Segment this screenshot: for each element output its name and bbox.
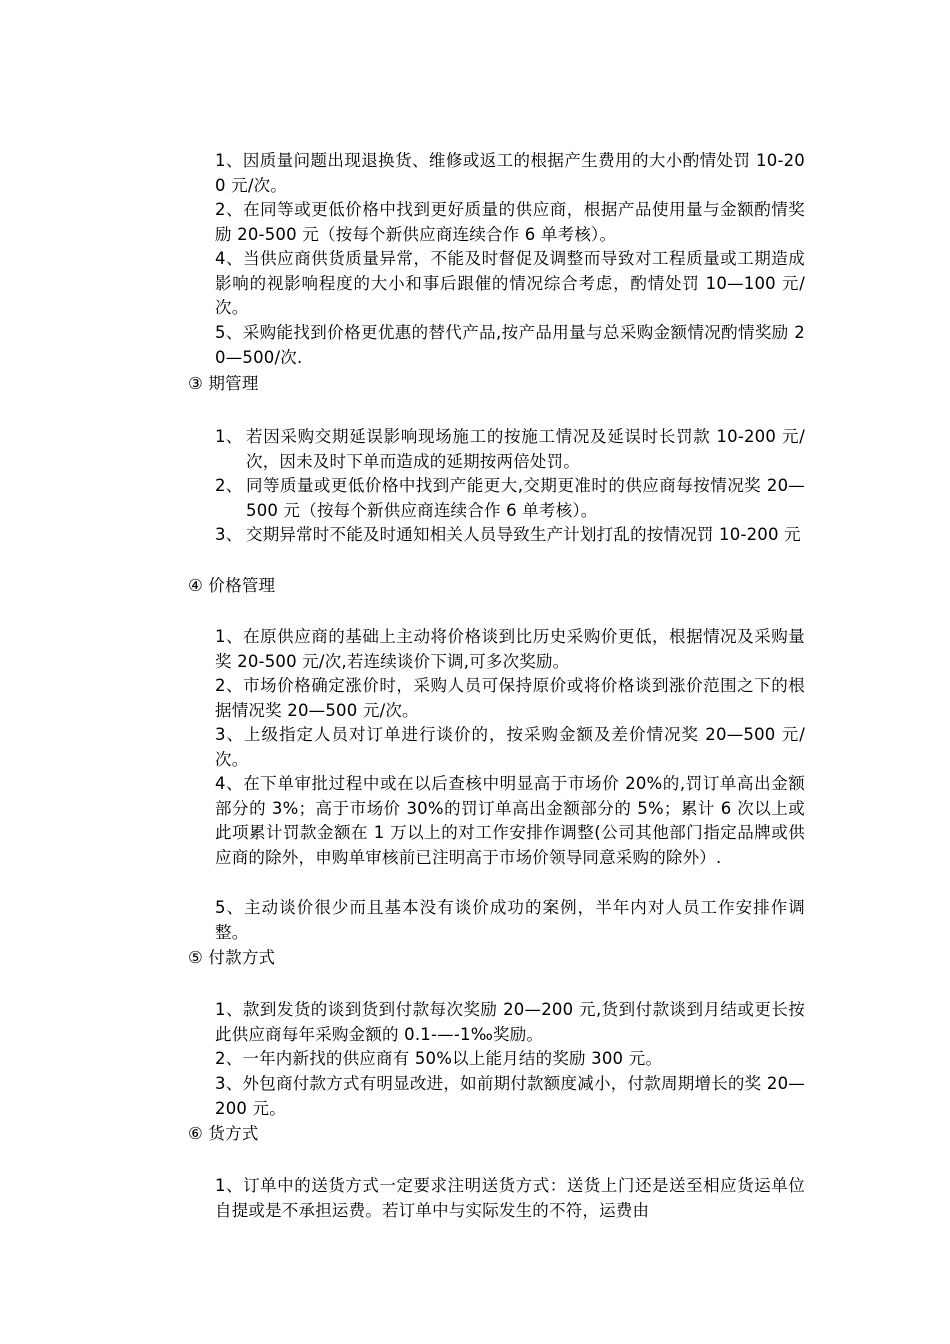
price-item-4: 4、在下单审批过程中或在以后查核中明显高于市场价 20%的,罚订单高出金额部分的 3%；高于市场价 30%的罚订单高出金额部分的 5%；累计 6 次以上或此项累计罚款金额在 1 万以上的对工作安排作调整(公司其他部门指定品牌或供应商的除外，申购单审核前已注明高于市场价领导同意采购的除外）. — [215, 774, 805, 867]
section-heading-delivery-period: ③ 期管理 — [188, 374, 259, 393]
section-heading-payment: ⑤ 付款方式 — [188, 948, 276, 967]
price-item-3: 3、上级指定人员对订单进行谈价的，按采购金额及差价情况奖 20—500 元/次。 — [215, 725, 805, 769]
delivery-item-3 — [215, 523, 805, 548]
price-item-5: 5、主动谈价很少而且基本没有谈价成功的案例，半年内对人员工作安排作调整。 — [215, 898, 805, 942]
payment-item-1: 1、款到发货的谈到货到付款每次奖励 20—200 元,货到付款谈到月结或更长按此供应商每年采购金额的 0.1-—-1‰奖励。 — [215, 1000, 805, 1044]
shipping-item-1: 1、订单中的送货方式一定要求注明送货方式：送货上门还是送至相应货运单位自提或是不承担运费。若订单中与实际发生的不符，运费由 — [215, 1176, 805, 1220]
payment-item-3: 3、外包商付款方式有明显改进，如前期付款额度减小，付款周期增长的奖 20—200 元。 — [215, 1074, 805, 1118]
section-heading-price: ④ 价格管理 — [188, 576, 276, 595]
quality-item-1: 1、因质量问题出现退换货、维修或返工的根据产生费用的大小酌情处罚 10-200 元/次。 — [215, 151, 805, 195]
quality-item-4: 4、当供应商供货质量异常，不能及时督促及调整而导致对工程质量或工期造成影响的视影响程度的大小和事后跟催的情况综合考虑，酌情处罚 10—100 元/次。 — [215, 249, 805, 317]
quality-item-2: 2、在同等或更低价格中找到更好质量的供应商，根据产品使用量与金额酌情奖励 20-500 元（按每个新供应商连续合作 6 单考核）。 — [215, 200, 805, 244]
delivery-item-2 — [215, 474, 805, 523]
item-text: 若因采购交期延误影响现场施工的按施工情况及延误时长罚款 10-200 元/次，因未及时下单而造成的延期按两倍处罚。 — [246, 427, 805, 471]
quality-item-5: 5、采购能找到价格更优惠的替代产品,按产品用量与总采购金额情况酌情奖励 20—500/次. — [215, 323, 805, 367]
price-item-1: 1、在原供应商的基础上主动将价格谈到比历史采购价更低，根据情况及采购量奖 20-500 元/次,若连续谈价下调,可多次奖励。 — [215, 627, 805, 671]
section-heading-shipping: ⑥ 货方式 — [188, 1124, 259, 1143]
item-text: 交期异常时不能及时通知相关人员导致生产计划打乱的按情况罚 10-200 元 — [246, 525, 801, 544]
item-text: 同等质量或更低价格中找到产能更大,交期更准时的供应商每按情况奖 20—500 元（按每个新供应商连续合作 6 单考核）。 — [246, 476, 805, 520]
payment-item-2: 2、一年内新找的供应商有 50%以上能月结的奖励 300 元。 — [215, 1049, 663, 1068]
item-number: 1、 — [215, 427, 243, 446]
delivery-item-1 — [215, 425, 805, 474]
item-number: 3、 — [215, 525, 243, 544]
item-number: 2、 — [215, 476, 243, 495]
price-item-2: 2、市场价格确定涨价时，采购人员可保持原价或将价格谈到涨价范围之下的根据情况奖 20—500 元/次。 — [215, 676, 805, 720]
